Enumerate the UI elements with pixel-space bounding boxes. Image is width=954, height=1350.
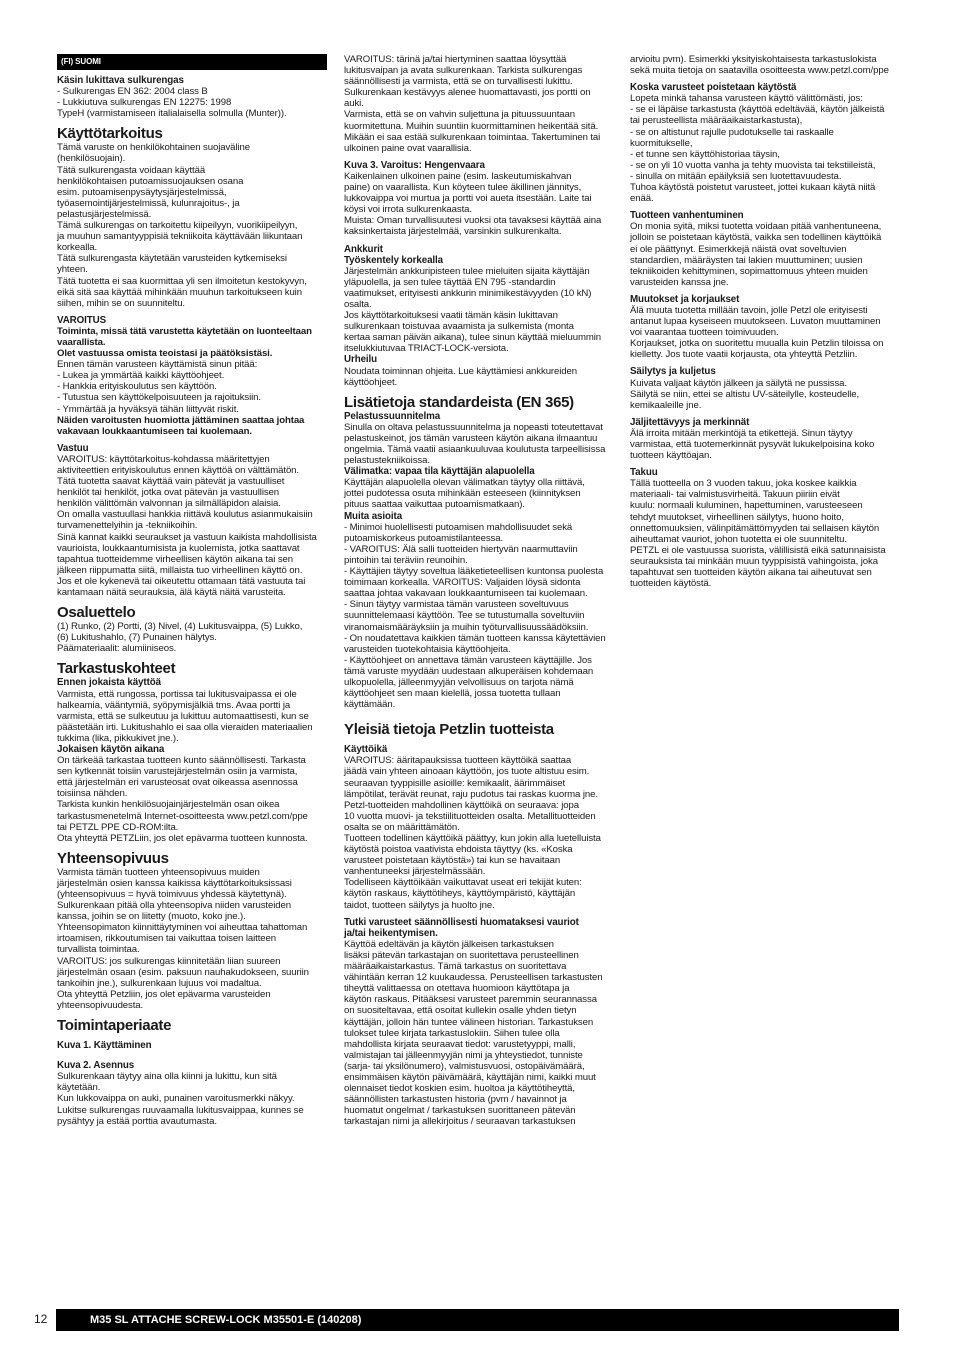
heading-storage: Säilytys ja kuljetus [630,366,716,378]
text-purpose: Tämä varuste on henkilökohtainen suojaväline (henkilösuojain). Tätä sulkurengasta voidaan käyttää henkilökohtaisen putoamissuojauksen osana esim. putoamisenpysäytysjärjestelmissä, työasemointijärjestelmissä, kulunrajoitus-, ja pelastusjärjestelmissä. Tämä sulkurengas on tarkoitettu kiipeilyyn, vuorikiipeilyyn, ja muuhun samantyyppisiä tekniikoita käyttävään liikuntaan korkealla. Tätä sulkurengasta käytetään varusteiden kytkemiseksi yhteen. Tätä tuotetta ei saa kuormittaa yli sen ilmoitetun kestokyvyn, eikä sitä saa käyttää mihinkään muuhun tarkoitukseen kuin siihen, mihin se on suunniteltu. [57,142,307,309]
text-compatibility: Varmista tämän tuotteen yhteensopivuus muiden järjestelmän osien kanssa kaikissa käyttötarkoituksissasi (yhteensopivuus = hyvä toimivuus yhdessä käytettynä). Sulkurenkaan pitää olla yhteensopiva niiden varusteiden kanssa, joihin se on liitetty (muoto, koko jne.). Yhteensopimaton kiinnittäytyminen voi aiheuttaa tahattoman irtoamisen, rikkoutumisen tai vaikuttaa toisen laitteen turvallista toimintaa. VAROITUS: jos sulkurengas kiinnitetään liian suureen järjestelmän osaan (esim. paksuun nauhakudokseen, suuriin tankoihin jne.), sulkurenkaan lujuus voi madaltua. Ota yhteyttä Petzliin, jos olet epävarma varusteiden yhteensopivuudesta. [57,866,309,1011]
text-rescue-plan: Sinulla on oltava pelastussuunnitelma ja nopeasti toteutettavat pelastuskeinot, jos tämän varusteen käytön aikana ilmaantuu ongelmia. Tämä vaatii asiaankuuluvaa koulutusta tarpeellisissa pelastustekniikoissa. [344,421,606,467]
text-retirement: Lopeta minkä tahansa varusteen käyttö välittömästi, jos: - se ei läpäise tarkastusta (käyttöä edeltävää, käytön jälkeistä tai perusteellista määräaikaistarkastusta), - se on altistunut rajulle pudotukselle tai raskaalle kuormitukselle, - et tunne sen käyttöhistoriaa täysin, - se on yli 10 vuotta vanha ja tehty muovista tai tekstiileistä, - sinulla on mitään epäilyksiä sen luotettavuudesta. Tuhoa käytöstä poistetut varusteet, jottei kukaan käytä niitä enää. [630,93,885,205]
heading-warning: VAROITUS [57,314,107,326]
text-locking-carabiner: - Sulkurengas EN 362: 2004 class B - Lukkiutuva sulkurengas EN 12275: 1998 TypeH (varmistamiseen italialaisella solmulla (Munter)). [57,86,287,120]
heading-principle: Toimintaperiaate [57,1017,172,1035]
text-lifetime: VAROITUS: ääritapauksissa tuotteen käyttöikä saattaa jäädä vain yhteen ainoaan käyttöön, jos tuote altistuu esim. seuraavan tyyppisille asioille: kemikaalit, äärimmäiset lämpötilat, terävät reunat, raju pudotus tai raskas kuorma jne. Petzl-tuotteiden mahdollinen käyttöikä on seuraava: jopa 10 vuotta muovi- ja tekstiilituotteiden osalta. Metallituotteiden osalta se on määrittämätön. Tuotteen todellinen käyttöikä päättyy, kun jokin alla luetelluista käytöstä poistoa vaativista ehdoista täyttyy (ks. «Koska varusteet poistetaan käytöstä») tai kun se havaitaan vanhentuneeksi järjestelmässään. Todelliseen käyttöikään vaikuttavat useat eri tekijät kuten: käytön raskaus, käyttötiheys, käyttöympäristö, käyttäjän taidot, tuotteen säilytys ja huolto jne. [344,755,601,911]
language-label: (FI) SUOMI [57,54,327,70]
text-before-use: Varmista, että rungossa, portissa tai lukitusvaipassa ei ole halkeamia, vääntymiä, syöpymisjälkiä tms. Avaa portti ja varmista, että se sulkeutuu ja lukittuu automaattisesti, kun se päästetään irti. Lukitushahlo ei saa olla vieraiden materiaalien tukkima (lika, pikkukivet jne.). [57,688,313,744]
text-modifications: Älä muuta tuotetta millään tavoin, jolle Petzl ole erityisesti antanut lupaa kyseiseen muutokseen. Luvaton muuttaminen voi vaarantaa tuotteen toimivuuden. Korjaukset, jotka on suoritettu muualla kuin Petzlin tiloissa on kielletty. Jos tuote vaatii korjausta, ota yhteyttä Petzliin. [630,304,884,361]
heading-figure-2: Kuva 2. Asennus [57,1060,135,1072]
text-warranty: Tällä tuotteella on 3 vuoden takuu, joka koskee kaikkia materiaali- tai valmistusvirheitä. Takuun piiriin eivät kuulu: normaali kuluminen, hapettuminen, varusteeseen tehdyt muutokset, virheellinen säilytys, huono hoito, onnettomuuksien, välinpitämättömyyden tai sellaisen käytön aiheuttamat vauriot, johon tuotetta ei ole suunniteltu. PETZL ei ole vastuussa suorista, välillisistä eikä satunnaisista seurauksista tai minkään muun tyyppisistä vahingoista, joka tapahtuvat sen tuotteiden käytön aikana tai aiheutuvat sen tuotteiden käytöstä. [630,478,886,590]
heading-locking-carabiner: Käsin lukittava sulkurengas [57,75,184,86]
text-parts: (1) Runko, (2) Portti, (3) Nivel, (4) Lukitusvaippa, (5) Lukko, (6) Lukitushahlo, (7) Punainen hälytys. Päämateriaalit: alumiiniseos. [57,621,303,655]
column-right [630,54,900,589]
text-during-use: On tärkeää tarkastaa tuotteen kunto säännöllisesti. Tarkasta sen kytkennät toisiin varustejärjestelmän osiin ja varmista, että järjestelmän eri varusteosat ovat oikeassa asennossa toisiinsa nähden. Tarkista kunkin henkilösuojainjärjestelmän osan oikea tarkastusmenetelmä Internet-osoitteesta www.petzl.com/ppe tai PETZL PPE CD-ROM:ilta. Ota yhteyttä PETZLiin, jos olet epävarma tuotteen kunnosta. [57,755,308,844]
column-middle [344,54,612,1127]
heading-parts: Osaluettelo [57,604,136,622]
text-traceability: Älä irroita mitään merkintöjä ta etikettejä. Sinun täytyy varmistaa, että tuotemerkinnät pysyvät lukukelpoisina koko tuotteen käyttöajan. [630,427,875,462]
heading-general-info: Yleisiä tietoja Petzlin tuotteista [344,721,554,739]
text-sport: Noudata toiminnan ohjeita. Lue käyttämiesi ankkureiden käyttöohjeet. [344,365,577,388]
text-responsibility: VAROITUS: käyttötarkoitus-kohdassa määritettyjen aktiviteettien erityiskoulutus ennen käyttöä on välttämätön. Tätä tuotetta saavat käyttää vain pätevät ja vastuulliset henkilöt tai henkilöt, jotka ovat pätevän ja vastuullisen henkilön välittömän valvonnan ja silmälläpidon alaisia. On omalla vastuullasi hankkia riittävä koulutus asianmukaisiin turvamenettelyihin ja -tekniikoihin. Sinä kannat kaikki seuraukset ja vastuun kaikista mahdollisista vaurioista, loukkaantumisista ja kuolemista, jotka saattavat tapahtua tuotteidemme virheellisen käytön aikana tai sen jälkeen riippumatta siitä, millaista tuo virheellinen käyttö on. Jos et ole kykenevä tai oikeutettu ottamaan tätä vastuuta tai kantamaan näitä seurauksia, älä käytä näitä varusteita. [57,453,317,599]
document-title: M35 SL ATTACHE SCREW-LOCK M35501-E (140208) [90,1314,362,1326]
heading-compatibility: Yhteensopivuus [57,849,169,867]
heading-lifetime: Käyttöikä [344,744,388,756]
heading-purpose: Käyttötarkoitus [57,125,163,143]
page-number: 12 [34,1312,48,1326]
column-left [57,54,327,1127]
heading-periodic-check: Tutki varusteet säännöllisesti huomataksesi vauriot ja/tai heikentymisen. [344,916,579,939]
heading-other-notes: Muita asioita [344,510,403,522]
heading-retirement: Koska varusteet poistetaan käytöstä [630,82,797,94]
text-figure-2: Sulkurenkaan täytyy aina olla kiinni ja lukittu, kun sitä käytetään. Kun lukkovaippa on auki, punainen varoitusmerkki näkyy. Lukitse sulkurengas ruuvaamalla lukitusvaippaa, kunnes se pysähtyy ja estää porttia avautumasta. [57,1071,304,1127]
text-warning-end: Näiden varoitusten huomiotta jättäminen saattaa johtaa vakavaan loukkaantumiseen tai kuolemaan. [57,414,305,437]
heading-anchors: Ankkurit [344,243,383,255]
text-storage: Kuivata valjaat käytön jälkeen ja säilytä ne pussissa. Säilytä se niin, ettei se altistu UV-säteilylle, kosteudelle, kemikaaleille jne. [630,377,860,411]
heading-obsolescence: Tuotteen vanhentuminen [630,210,744,222]
heading-before-use: Ennen jokaista käyttöä [57,677,161,689]
text-obsolescence: On monia syitä, miksi tuotetta voidaan pitää vanhentuneena, jolloin se poistetaan käytöstä, vaikka sen todellinen käyttöikä ei ole päättynyt. Esimerkkejä näistä ovat soveltuvien standardien, määräysten tai lakien muuttuminen; uusien tekniikoiden kehittyminen, sopimattomuus yhteen muiden varusteiden kanssa jne. [630,221,882,288]
text-log-continued: arvioitu pvm). Esimerkki yksityiskohtaisesta tarkastuslokista sekä muita tietoja on saatavilla osoitteesta www.petzl.com/ppe [630,54,889,77]
heading-responsibility: Vastuu [57,442,89,454]
text-warning: Ennen tämän varusteen käyttämistä sinun pitää: - Lukea ja ymmärtää kaikki käyttöohjeet. - Hankkia erityiskoulutus sen käyttöön. - Tutustua sen käyttökelpoisuuteen ja rajoituksiin. - Ymmärtää ja hyväksyä tähän liittyvät riskit. [57,359,261,415]
text-work-at-height: Järjestelmän ankkuripisteen tulee mieluiten sijaita käyttäjän yläpuolella, ja sen tulee täyttää EN 795 -standardin vaatimukset, erityisesti ankkurin minimikestävyyden (10 kN) osalta. Jos käyttötarkoituksesi vaatii tämän käsin lukittavan sulkurenkaan toistuvaa avaamista ja sulkemista (monta kertaa saman päivän aikana), tulee sinun käyttää mieluummin itselukkiutuvaa TRIACT-LOCK-versiota. [344,265,602,355]
heading-modifications: Muutokset ja korjaukset [630,293,740,305]
text-clearance: Käyttäjän alapuolella olevan välimatkan täytyy olla riittävä, jottei pudotessa osuta mihinkään esteeseen (kiinnityksen pituus saattaa vaikuttaa putoamismatkaan). [344,477,585,511]
heading-during-use: Jokaisen käytön aikana [57,743,165,755]
heading-figure-3: Kuva 3. Varoitus: Hengenvaara [344,159,485,171]
heading-traceability: Jäljitettävyys ja merkinnät [630,416,750,428]
text-periodic-check: Käyttöä edeltävän ja käytön jälkeisen tarkastuksen lisäksi pätevän tarkastajan on suoritettava perusteellinen määräaikaistarkastus. Tämä tarkastus on suoritettava vähintään kerran 12 kuukaudessa. Perusteellisen tarkastusten tiheyttä valittaessa on otettava huomioon käyttötapa ja käytön raskaus. Pitääksesi varusteet paremmin seurannassa on suositeltavaa, että osoitat kullekin osalle yhden tietyn käyttäjän, jolloin hän tuntee välineen historian. Tarkastuksen tulokset tulee kirjata tarkastuslokiin. Siihen tulee olla mahdollista kirjata seuraavat tiedot: varustetyyppi, malli, valmistajan tai jälleenmyyjän nimi ja yhteystiedot, tunniste (sarja- tai yksilönumero), valmistusvuosi, ostopäivämäärä, ensimmäisen käytön päivämäärä, käyttäjän nimi, kaikki muut olennaiset tiedot koskien esim. huoltoa ja käyttötiheyttä, säännöllisten tarkastusten historia (pvm / havainnot ja huomatut ongelmat / tarkastuksen suorittaneen pätevän tarkastajan nimi ja allekirjoitus / seuraavan tarkastuksen [344,938,603,1128]
text-other-notes: - Minimoi huolellisesti putoamisen mahdollisuudet sekä putoamiskorkeus putoamistilanteessa. - VAROITUS: Älä salli tuotteiden hiertyvän naarmuttaviin pintoihin tai teräviin reunoihin. - Käyttäjien täytyy soveltua lääketieteellisen kuntonsa puolesta toimimaan korkealla. VAROITUS: Valjaiden löysä sidonta saattaa johtaa vakavaan loukkaantumiseen tai kuolemaan. - Sinun täytyy varmistaa tämän varusteen soveltuvuus suunnittelemaasi käyttöön. Tee se tutustumalla soveltuviin viranomaismääräyksiin ja muihin työturvallisuussäädöksiin. - On noudatettava kaikkien tämän tuotteen kanssa käytettävien varusteiden tuotekohtaisia käyttöohjeita. - Käyttöohjeet on annettava tämän varusteen käyttäjille. Jos tämä varuste myydään uudestaan alkuperäisen kohdemaan ulkopuolella, jälleenmyyjän velvollisuus on tarjota nämä käyttöohjeet sen maan kielellä, jossa tuotetta tullaan käyttämään. [344,521,606,711]
heading-clearance: Välimatka: vapaa tila käyttäjän alapuolella [344,466,535,478]
heading-standards: Lisätietoja standardeista (EN 365) [344,393,574,411]
text-figure-3: Kaikenlainen ulkoinen paine (esim. laskeutumiskahvan paine) on vaarallista. Kun köyteen tulee äkillinen jännitys, lukkovaippa voi murtua ja portti voi aueta itsestään. Laite tai köysi voi irrota sulkurenkaasta. Muista: Oman turvallisuutesi vuoksi ota tavaksesi käyttää aina kaksinkertaista järjestelmää, varsinkin sulkurenkalta. [344,170,602,238]
heading-inspection: Tarkastuskohteet [57,660,176,678]
heading-work-at-height: Työskentely korkealla [344,254,444,266]
heading-sport: Urheilu [344,354,378,366]
heading-rescue-plan: Pelastussuunnitelma [344,410,441,422]
text-warning-bold: Toiminta, missä tätä varustetta käytetään on luonteeltaan vaarallista. Olet vastuussa omista teoistasi ja päätöksistäsi. [57,325,312,360]
heading-figure-1: Kuva 1. Käyttäminen [57,1040,152,1052]
heading-warranty: Takuu [630,467,658,479]
text-vibration-warning: VAROITUS: tärinä ja/tai hiertyminen saattaa löysyttää lukitusvaipan ja avata sulkurenkaan. Tarkista sulkurengas säännöllisesti ja varmista, että se on turvallisesti lukittu. Sulkurenkaan kestävyys alenee huomattavasti, jos portti on auki. Varmista, että se on vahvin suljettuna ja pituussuuntaan kuormitettuna. Muihin suuntiin kuormittaminen heikentää sitä. Mikään ei saa estää sulkurenkaan toimintaa. Takertuminen tai ulkoinen paine ovat vaarallisia. [344,54,601,154]
